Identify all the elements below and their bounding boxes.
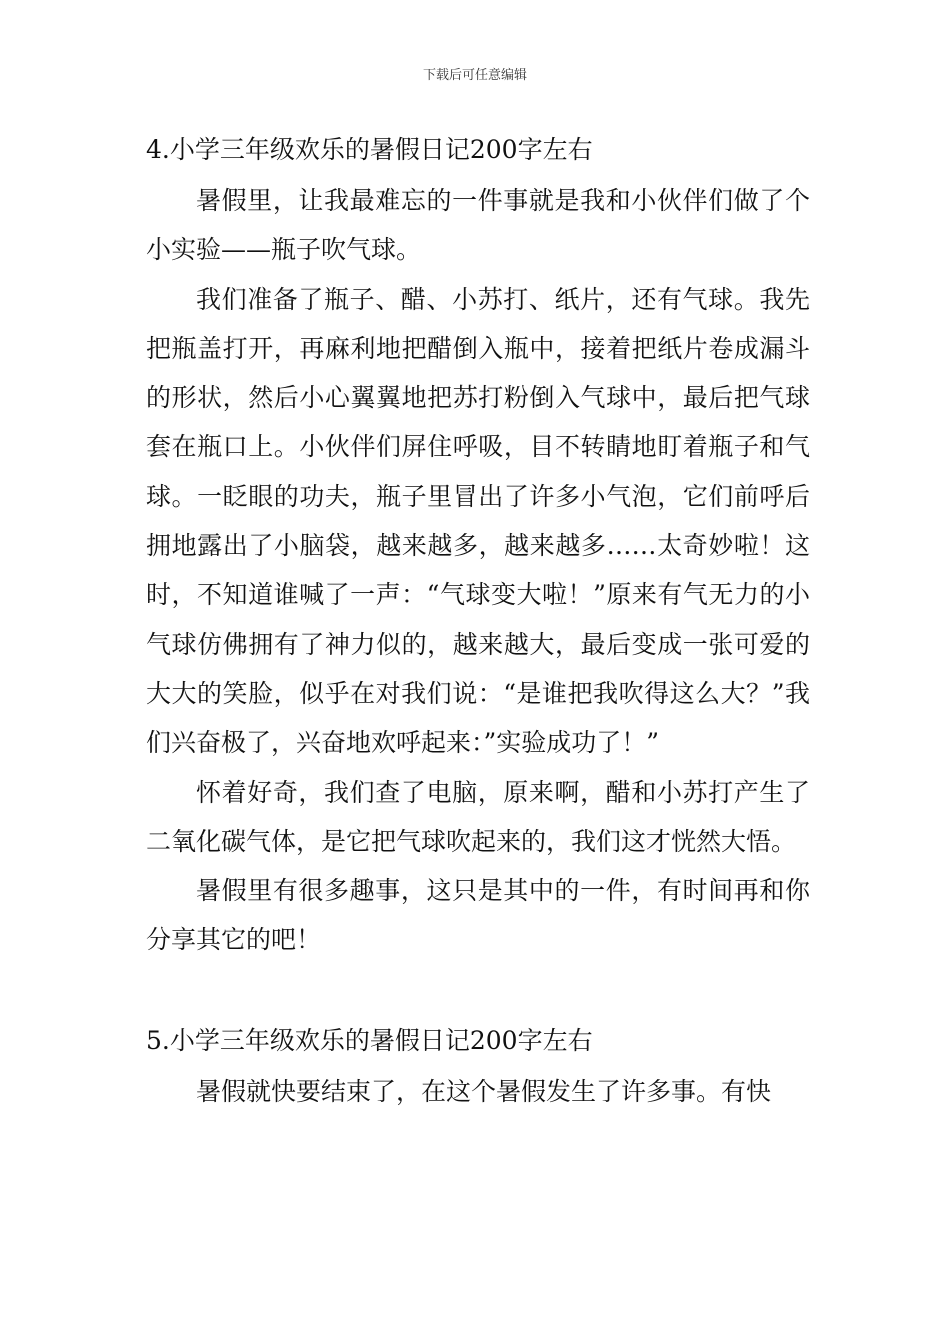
paragraph: 暑假里，让我最难忘的一件事就是我和小伙伴们做了个小实验——瓶子吹气球。 xyxy=(146,186,810,265)
paragraph: 怀着好奇，我们查了电脑，原来啊，醋和小苏打产生了二氧化碳气体，是它把气球吹起来的，我们这才恍然大悟。 xyxy=(146,777,810,856)
paragraph: 暑假里有很多趣事，这只是其中的一件，有时间再和你分享其它的吧！ xyxy=(146,876,810,955)
section-title: 5.小学三年级欢乐的暑假日记200字左右 xyxy=(146,1025,593,1055)
section-title: 4.小学三年级欢乐的暑假日记200字左右 xyxy=(146,135,593,164)
diary-section-5 xyxy=(146,1015,810,1116)
paragraph: 我们准备了瓶子、醋、小苏打、纸片，还有气球。我先把瓶盖打开，再麻利地把醋倒入瓶中，接着把纸片卷成漏斗的形状，然后小心翼翼地把苏打粉倒入气球中，最后把气球套在瓶口上。小伙伴们屏住呼吸，目不转睛地盯着瓶子和气球。一眨眼的功夫，瓶子里冒出了许多小气泡，它们前呼后拥地露出了小脑袋，越来越多，越来越多……太奇妙啦！这时，不知道谁喊了一声：“气球变大啦！”原来有气无力的小气球仿佛拥有了神力似的，越来越大，最后变成一张可爱的大大的笑脸，似乎在对我们说：“是谁把我吹得这么大？”我们兴奋极了，兴奋地欢呼起来：”实验成功了！” xyxy=(146,284,810,758)
paragraph: 暑假就快要结束了，在这个暑假发生了许多事。有快 xyxy=(196,1076,772,1106)
section-spacer xyxy=(146,965,810,1015)
page-header-note: 下载后可任意编辑 xyxy=(422,68,527,83)
document-body xyxy=(146,124,810,1116)
diary-section-4 xyxy=(146,124,810,965)
